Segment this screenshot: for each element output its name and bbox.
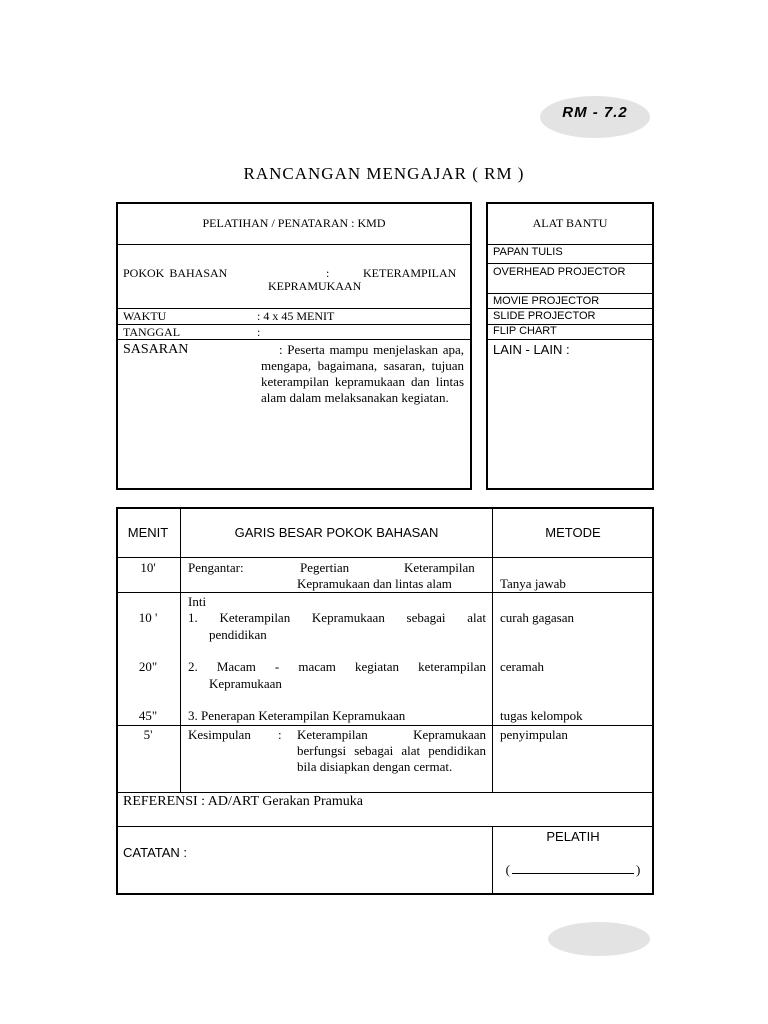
kesimpulan-label: Kesimpulan	[188, 727, 251, 742]
pelatih-label: PELATIH	[546, 829, 600, 844]
inti-2-menit: 20"	[138, 659, 158, 674]
page-number-badge	[548, 922, 650, 956]
kesimpulan-colon: :	[278, 727, 282, 742]
inti-1-line-2: pendidikan	[209, 627, 267, 642]
alat-item-flip-chart: FLIP CHART	[493, 325, 557, 337]
signature-line	[512, 861, 634, 874]
referensi-text: REFERENSI : AD/ART Gerakan Pramuka	[123, 794, 363, 809]
alat-item-overhead-projector: OVERHEAD PROJECTOR	[493, 266, 626, 278]
pengantar-metode: Tanya jawab	[500, 576, 566, 591]
pengantar-text-1: Pegertian	[300, 560, 350, 575]
pengantar-label: Pengantar:	[188, 560, 244, 575]
pokok-colon: :	[326, 266, 330, 280]
inti-1-metode: curah gagasan	[500, 610, 574, 625]
inti-3-metode: tugas kelompok	[500, 708, 583, 723]
waktu-value: : 4 x 45 MENIT	[257, 309, 335, 323]
header-metode: METODE	[545, 525, 601, 540]
alat-item-movie-projector: MOVIE PROJECTOR	[493, 295, 600, 307]
kesimpulan-text: Keterampilan Kepramukaan berfungsi sebagai alat pendidikan bila disiapkan dengan cermat.	[297, 727, 486, 774]
pengantar-menit: 10'	[140, 560, 156, 575]
catatan-label: CATATAN :	[123, 845, 188, 860]
kesimpulan-menit: 5'	[143, 727, 153, 742]
kesimpulan-metode: penyimpulan	[500, 727, 568, 742]
sign-close: )	[636, 862, 641, 877]
document-code: RM - 7.2	[562, 104, 628, 121]
inti-1-menit: 10 '	[138, 610, 158, 625]
alat-bantu-title: ALAT BANTU	[532, 216, 608, 230]
inti-2-line-2: Kepramukaan	[209, 676, 282, 691]
alat-item-papan-tulis: PAPAN TULIS	[493, 246, 563, 258]
pokok-value-2: KEPRAMUKAAN	[268, 279, 362, 293]
inti-3-line-1: 3. Penerapan Keterampilan Kepramukaan	[188, 708, 406, 723]
inti-2-metode: ceramah	[500, 659, 545, 674]
inti-2-line-1: 2. Macam - macam kegiatan keterampilan	[188, 659, 486, 674]
pokok-label: POKOK BAHASAN	[123, 266, 228, 280]
alat-item-slide-projector: SLIDE PROJECTOR	[493, 310, 596, 322]
tanggal-label: TANGGAL	[123, 325, 181, 339]
sasaran-label: SASARAN	[123, 342, 189, 357]
pengantar-text-2: Kepramukaan dan lintas alam	[297, 576, 452, 591]
pelatih-signature	[493, 861, 653, 878]
sign-open: (	[505, 862, 510, 877]
pelatihan-text: PELATIHAN / PENATARAN : KMD	[202, 216, 386, 230]
inti-3-menit: 45"	[138, 708, 158, 723]
page-title: RANCANGAN MENGAJAR ( RM )	[243, 164, 525, 183]
inti-label: Inti	[188, 594, 207, 609]
waktu-label: WAKTU	[123, 309, 167, 323]
pengantar-text-1b: Keterampilan	[404, 560, 475, 575]
header-menit: MENIT	[127, 525, 169, 540]
sasaran-value: : Peserta mampu menjelaskan apa, mengapa, bagaimana, sasaran, tujuan keterampilan kepramukaan dan lintas alam dalam melaksanakan kegiatan.	[261, 342, 464, 405]
inti-1-line-1: 1. Keterampilan Kepramukaan sebagai alat	[188, 610, 486, 625]
header-garis-besar: GARIS BESAR POKOK BAHASAN	[234, 525, 439, 540]
pokok-value-1: KETERAMPILAN	[363, 266, 457, 280]
alat-lain-lain: LAIN - LAIN :	[493, 342, 570, 357]
tanggal-value: :	[257, 325, 261, 339]
